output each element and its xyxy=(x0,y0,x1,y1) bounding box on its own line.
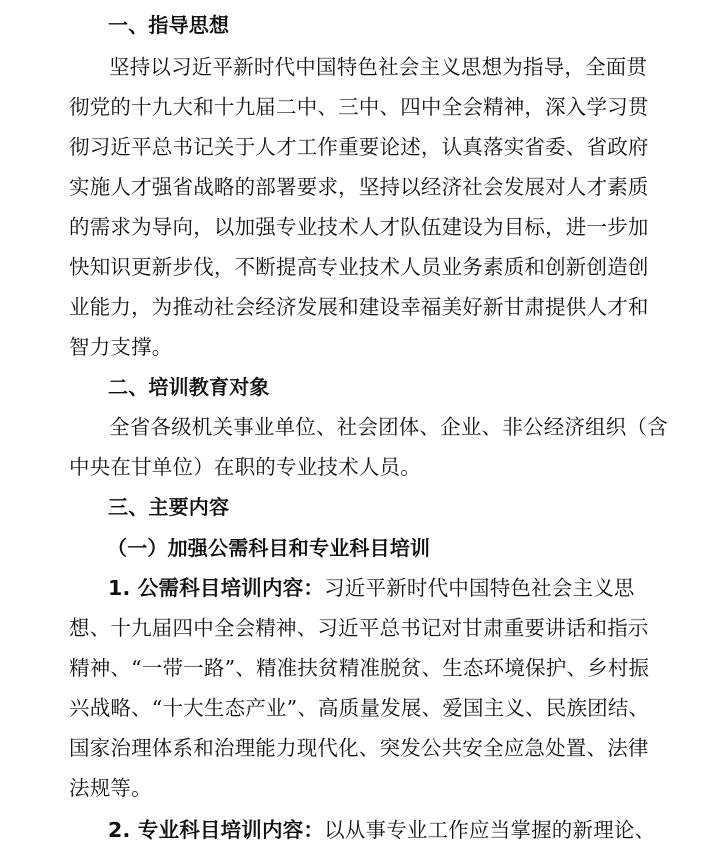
paragraph-line: 彻党的十九大和十九届二中、三中、四中全会精神，深入学习贯 xyxy=(69,95,649,119)
item-1-text: 习近平新时代中国特色社会主义思 xyxy=(324,576,635,600)
paragraph-line: 想、十九届四中全会精神、习近平总书记对甘肃重要讲话和指示 xyxy=(69,616,649,640)
section-heading-targets: 二、培训教育对象 xyxy=(108,375,270,399)
item-1-first-line xyxy=(108,568,708,608)
subsection-heading: （一）加强公需科目和专业科目培训 xyxy=(107,536,431,560)
item-2-first-line xyxy=(108,810,708,850)
paragraph-line: 全省各级机关事业单位、社会团体、企业、非公经济组织（含 xyxy=(109,415,668,439)
paragraph-line: 彻习近平总书记关于人才工作重要论述，认真落实省委、省政府 xyxy=(69,135,649,159)
item-1-lead: 1. 公需科目培训内容： xyxy=(108,576,325,600)
paragraph-line: 中央在甘单位）在职的专业技术人员。 xyxy=(69,455,421,479)
item-2-lead: 2. 专业科目培训内容： xyxy=(108,818,325,842)
paragraph-line: 国家治理体系和治理能力现代化、突发公共安全应急处置、法律 xyxy=(69,736,649,760)
paragraph-line: 快知识更新步伐，不断提高专业技术人员业务素质和创新创造创 xyxy=(69,255,649,279)
paragraph-line: 业能力，为推动社会经济发展和建设幸福美好新甘肃提供人才和 xyxy=(69,295,649,319)
paragraph-line: 兴战略、“十大生态产业”、高质量发展、爱国主义、民族团结、 xyxy=(69,696,650,720)
paragraph-line: 智力支撑。 xyxy=(69,335,173,359)
paragraph-line: 坚持以习近平新时代中国特色社会主义思想为指导，全面贯 xyxy=(109,55,648,79)
paragraph-line: 实施人才强省战略的部署要求，坚持以经济社会发展对人才素质 xyxy=(69,175,649,199)
item-2-text: 以从事专业工作应当掌握的新理论、 xyxy=(324,818,656,842)
paragraph-line: 的需求为导向，以加强专业技术人才队伍建设为目标，进一步加 xyxy=(69,215,649,239)
paragraph-line: 精神、“一带一路”、精准扶贫精准脱贫、生态环境保护、乡村振 xyxy=(69,656,650,680)
section-heading-content: 三、主要内容 xyxy=(108,495,230,519)
section-heading-guiding: 一、指导思想 xyxy=(108,13,230,37)
paragraph-line: 法规等。 xyxy=(69,776,152,800)
